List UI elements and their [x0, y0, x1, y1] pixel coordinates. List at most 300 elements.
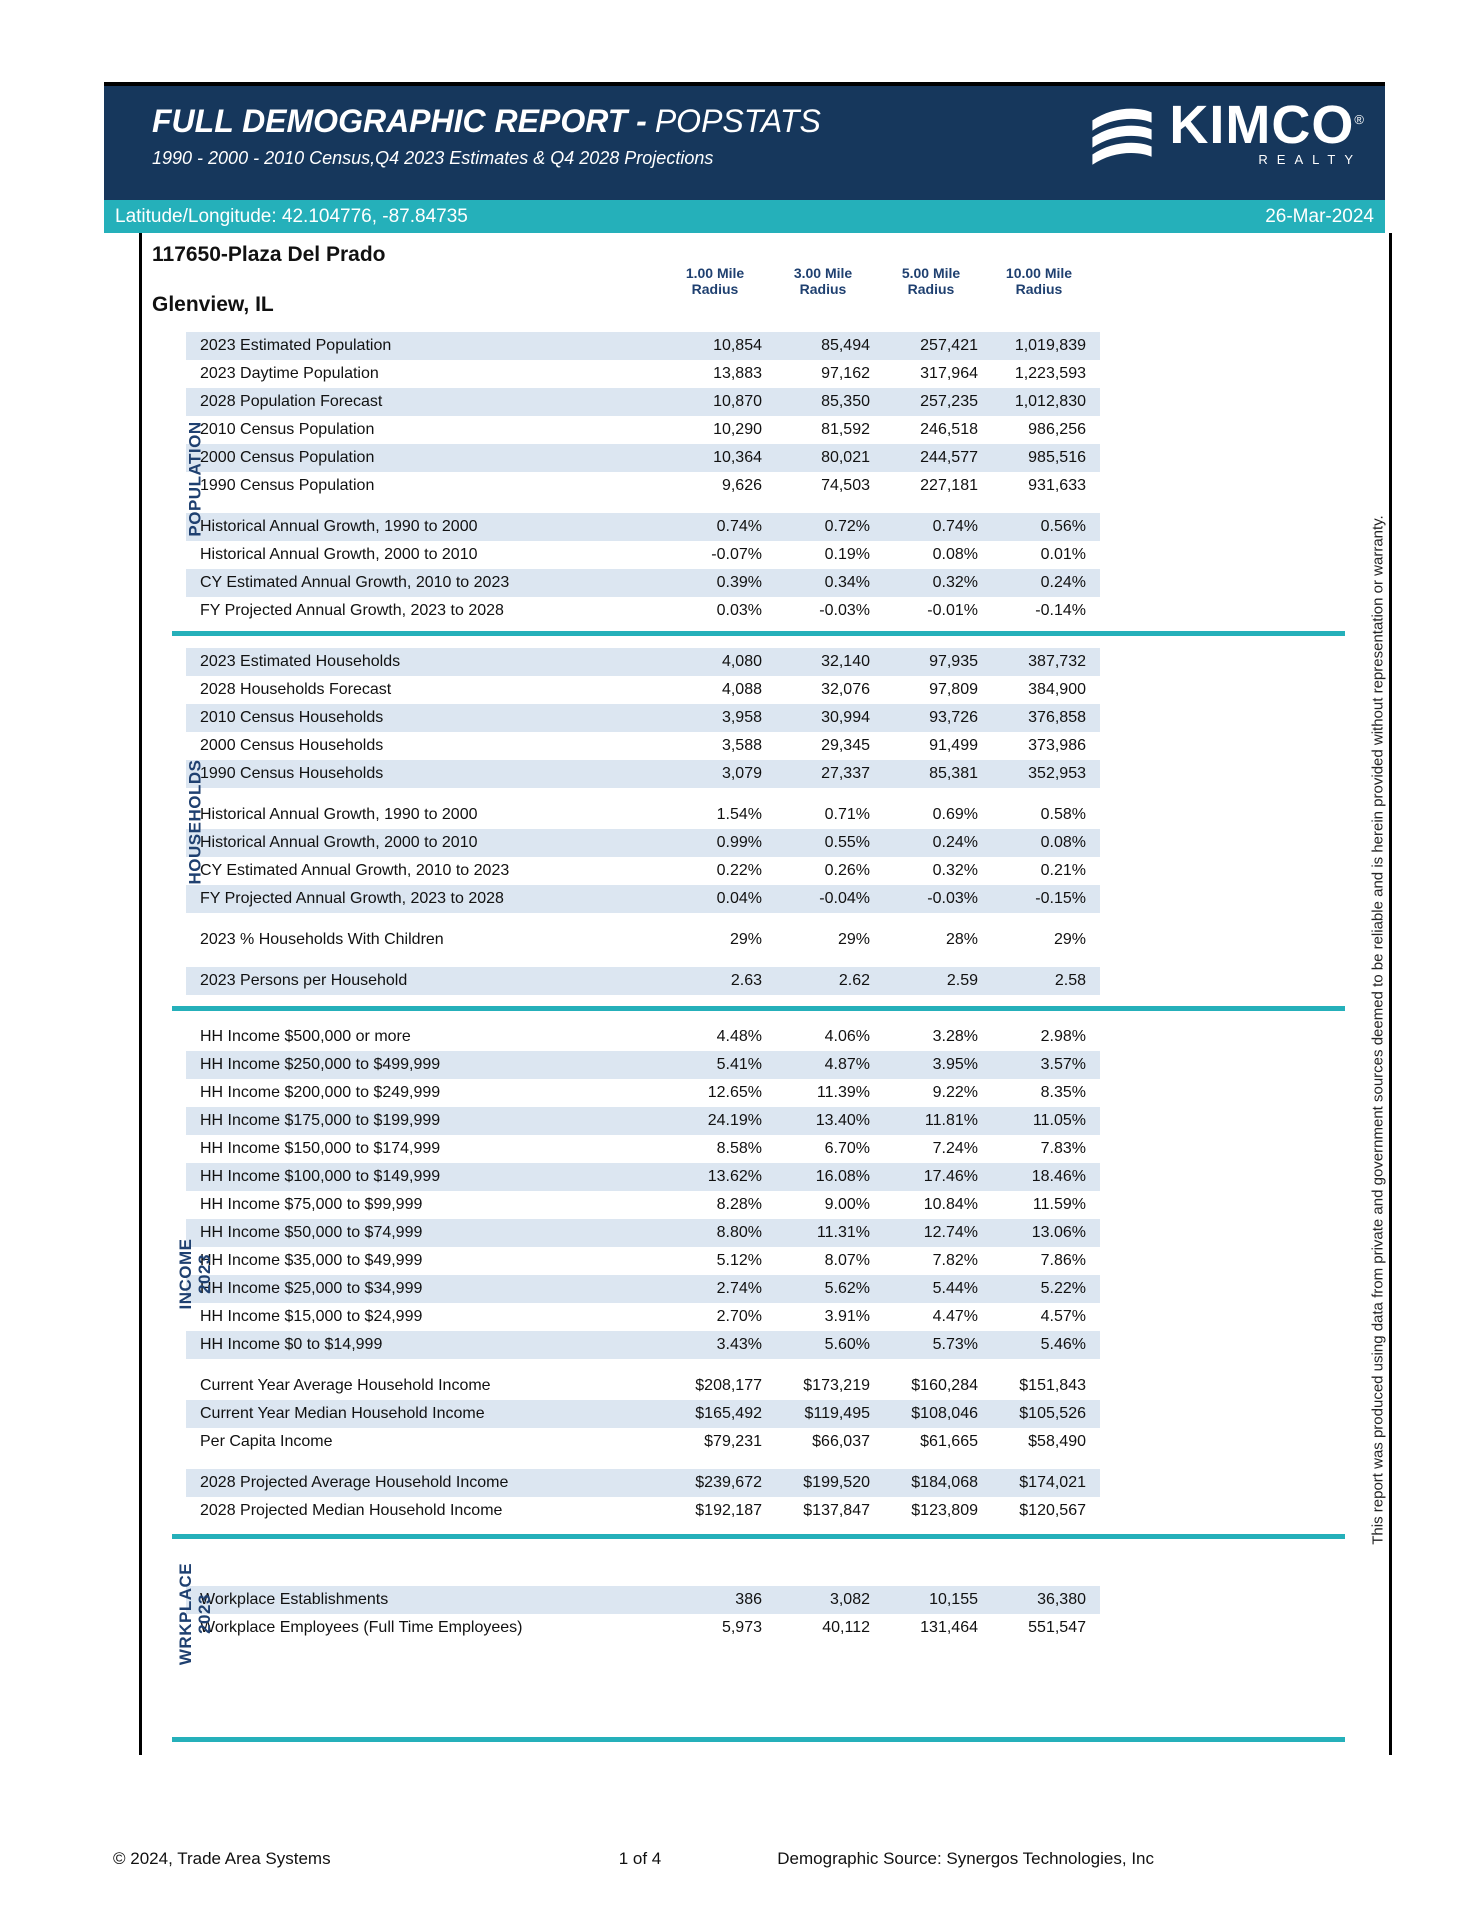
row-label: 2023 Estimated Households	[200, 653, 401, 670]
row-value: $108,046	[911, 1405, 978, 1422]
section	[104, 1562, 1385, 1742]
row-label: 2010 Census Households	[200, 709, 384, 726]
row-value: 257,235	[920, 393, 978, 410]
row-group	[186, 513, 1100, 625]
row-value: 0.21%	[1040, 862, 1086, 879]
row-value: $137,847	[803, 1502, 870, 1519]
section-label-line: 2023	[195, 1594, 214, 1634]
row-value: 4.48%	[716, 1028, 762, 1045]
row-group	[186, 926, 1100, 954]
row-value: 551,547	[1028, 1619, 1086, 1636]
site-name: 117650-Plaza Del Prado	[152, 243, 386, 266]
row-values	[668, 602, 1100, 620]
row-value: 93,726	[929, 709, 978, 726]
row-value: 16.08%	[815, 1168, 870, 1185]
row-value: -0.15%	[1035, 890, 1086, 907]
section-label-line: HOUSEHOLDS	[185, 759, 205, 884]
row-value: 0.74%	[932, 518, 978, 535]
row-values	[668, 972, 1100, 990]
table-row	[186, 732, 1100, 760]
row-values	[668, 834, 1100, 852]
row-value: 0.32%	[932, 574, 978, 591]
report-subtitle: 1990 - 2000 - 2010 Census,Q4 2023 Estimates & Q4 2028 Projections	[152, 148, 714, 168]
row-label: CY Estimated Annual Growth, 2010 to 2023	[200, 862, 510, 879]
row-values	[668, 1308, 1100, 1326]
row-value: 0.08%	[1040, 834, 1086, 851]
row-values	[668, 1405, 1100, 1423]
table-row	[186, 1586, 1100, 1614]
row-group	[186, 1586, 1100, 1642]
row-value: 11.05%	[1032, 1112, 1086, 1129]
row-value: 0.03%	[716, 602, 762, 619]
row-label: Historical Annual Growth, 2000 to 2010	[200, 834, 478, 851]
row-value: 8.28%	[716, 1196, 762, 1213]
row-values	[668, 1168, 1100, 1186]
row-value: 0.71%	[824, 806, 870, 823]
row-groups	[186, 332, 1100, 625]
table-row	[186, 1497, 1100, 1525]
row-value: 24.19%	[707, 1112, 762, 1129]
row-label: 2023 Daytime Population	[200, 365, 379, 382]
row-value: 2.74%	[716, 1280, 762, 1297]
row-value: 5,973	[721, 1619, 762, 1636]
row-value: 7.86%	[1040, 1252, 1086, 1269]
report-title-suffix: POPSTATS	[654, 103, 821, 139]
row-value: 3.43%	[716, 1336, 762, 1353]
row-values	[668, 1252, 1100, 1270]
table-row	[186, 704, 1100, 732]
report-date: 26-Mar-2024	[1265, 205, 1374, 227]
row-label: 2028 Projected Average Household Income	[200, 1474, 509, 1491]
row-values	[668, 1028, 1100, 1046]
row-group	[186, 967, 1100, 995]
row-values	[668, 1433, 1100, 1451]
row-label: HH Income $15,000 to $24,999	[200, 1308, 423, 1325]
table-row	[186, 1247, 1100, 1275]
row-value: -0.03%	[819, 602, 870, 619]
row-label: 2000 Census Households	[200, 737, 384, 754]
table-row	[186, 1400, 1100, 1428]
section-divider	[172, 1006, 1345, 1011]
row-value: 376,858	[1028, 709, 1086, 726]
row-value: 244,577	[920, 449, 978, 466]
row-value: 6.70%	[824, 1140, 870, 1157]
row-values	[668, 862, 1100, 880]
row-value: 3,079	[721, 765, 762, 782]
row-value: 13.62%	[707, 1168, 762, 1185]
row-label: HH Income $150,000 to $174,999	[200, 1140, 441, 1157]
table-row	[186, 801, 1100, 829]
row-label: HH Income $35,000 to $49,999	[200, 1252, 423, 1269]
table-row	[186, 926, 1100, 954]
row-label: CY Estimated Annual Growth, 2010 to 2023	[200, 574, 510, 591]
section-label	[176, 1239, 214, 1310]
kimco-waves-icon	[1085, 95, 1159, 167]
row-label: Current Year Average Household Income	[200, 1377, 491, 1394]
row-value: 257,421	[920, 337, 978, 354]
row-value: 5.41%	[716, 1056, 762, 1073]
row-value: $66,037	[812, 1433, 870, 1450]
row-value: 27,337	[821, 765, 870, 782]
column-header-line2: Radius	[1015, 281, 1063, 297]
row-values	[668, 393, 1100, 411]
row-value: -0.14%	[1035, 602, 1086, 619]
row-value: 0.74%	[716, 518, 762, 535]
row-value: 5.44%	[932, 1280, 978, 1297]
row-value: 3,082	[829, 1591, 870, 1608]
row-value: 8.07%	[824, 1252, 870, 1269]
row-value: 4.57%	[1040, 1308, 1086, 1325]
report-title-block	[152, 102, 821, 169]
row-value: 986,256	[1028, 421, 1086, 438]
row-value: 10,854	[713, 337, 762, 354]
row-label: Current Year Median Household Income	[200, 1405, 485, 1422]
row-value: 32,076	[821, 681, 870, 698]
row-value: 29%	[837, 931, 870, 948]
row-value: 4.06%	[824, 1028, 870, 1045]
row-values	[668, 806, 1100, 824]
row-label: Per Capita Income	[200, 1433, 333, 1450]
column-header-line2: Radius	[907, 281, 955, 297]
table-row	[186, 1303, 1100, 1331]
column-headers	[668, 265, 1100, 297]
rows	[186, 1372, 1100, 1456]
row-value: $160,284	[911, 1377, 978, 1394]
row-values	[668, 1619, 1100, 1637]
column-header	[668, 265, 776, 297]
row-label: Workplace Establishments	[200, 1591, 389, 1608]
table-row	[186, 1023, 1100, 1051]
section-divider	[172, 631, 1345, 636]
section-rows	[186, 648, 1100, 995]
table-row	[186, 1191, 1100, 1219]
row-value: $165,492	[695, 1405, 762, 1422]
row-value: 10,155	[929, 1591, 978, 1608]
row-value: 3,958	[721, 709, 762, 726]
rows	[186, 926, 1100, 954]
row-values	[668, 737, 1100, 755]
row-value: $105,526	[1019, 1405, 1086, 1422]
row-value: 0.22%	[716, 862, 762, 879]
footer-copyright: © 2024, Trade Area Systems	[113, 1849, 331, 1868]
row-label: HH Income $0 to $14,999	[200, 1336, 383, 1353]
kimco-wordmark: KIMCO	[1169, 95, 1355, 155]
row-label: 2028 Population Forecast	[200, 393, 383, 410]
row-value: $119,495	[804, 1405, 870, 1422]
section-rows	[186, 332, 1100, 625]
row-values	[668, 574, 1100, 592]
section-label	[186, 421, 205, 536]
row-value: $199,520	[803, 1474, 870, 1491]
row-value: 11.31%	[816, 1224, 870, 1241]
kimco-logo-realty: REALTY	[1258, 152, 1362, 167]
row-values	[668, 1502, 1100, 1520]
row-value: 30,994	[821, 709, 870, 726]
row-value: 17.46%	[923, 1168, 978, 1185]
row-value: 85,350	[821, 393, 870, 410]
frame-border-right	[1389, 233, 1392, 1755]
row-value: 317,964	[920, 365, 978, 382]
row-label: 1990 Census Population	[200, 477, 375, 494]
lat-long-label: Latitude/Longitude: 42.104776, -87.84735	[115, 205, 468, 227]
row-value: $208,177	[695, 1377, 762, 1394]
row-label: 2023 Estimated Population	[200, 337, 392, 354]
table-row	[186, 857, 1100, 885]
table-row	[186, 332, 1100, 360]
row-value: 97,162	[821, 365, 870, 382]
kimco-logo-text	[1169, 95, 1365, 167]
row-values	[668, 518, 1100, 536]
rows	[186, 1469, 1100, 1525]
row-values	[668, 681, 1100, 699]
row-values	[668, 765, 1100, 783]
row-values	[668, 1591, 1100, 1609]
table-row	[186, 569, 1100, 597]
row-value: 131,464	[920, 1619, 978, 1636]
row-value: 4.47%	[932, 1308, 978, 1325]
table-row	[186, 1219, 1100, 1247]
row-value: 4,088	[721, 681, 762, 698]
row-values	[668, 449, 1100, 467]
table-row	[186, 1163, 1100, 1191]
row-value: 2.70%	[716, 1308, 762, 1325]
row-value: 7.83%	[1040, 1140, 1086, 1157]
row-value: 5.22%	[1040, 1280, 1086, 1297]
row-label: 2023 % Households With Children	[200, 931, 444, 948]
row-value: 13,883	[713, 365, 762, 382]
row-value: 2.62	[838, 972, 870, 989]
info-bar	[104, 200, 1385, 233]
table-row	[186, 541, 1100, 569]
section-label-line: POPULATION	[185, 420, 205, 537]
row-value: 1,019,839	[1014, 337, 1086, 354]
rows	[186, 513, 1100, 625]
rows	[186, 332, 1100, 500]
table-row	[186, 829, 1100, 857]
table-content	[104, 332, 1385, 1742]
row-value: 2.58	[1054, 972, 1086, 989]
table-row	[186, 1614, 1100, 1642]
row-value: 0.08%	[932, 546, 978, 563]
table-row	[186, 360, 1100, 388]
row-value: 97,809	[929, 681, 978, 698]
row-group	[186, 1023, 1100, 1359]
row-group	[186, 648, 1100, 788]
row-label: HH Income $100,000 to $149,999	[200, 1168, 441, 1185]
row-label: 1990 Census Households	[200, 765, 384, 782]
registered-mark: ®	[1354, 112, 1365, 127]
row-value: $174,021	[1019, 1474, 1086, 1491]
row-label: HH Income $200,000 to $249,999	[200, 1084, 441, 1101]
row-value: $61,665	[920, 1433, 978, 1450]
row-value: 10,870	[713, 393, 762, 410]
column-header-line1: 1.00 Mile	[685, 265, 745, 281]
row-label: 2028 Households Forecast	[200, 681, 392, 698]
row-label: HH Income $500,000 or more	[200, 1028, 411, 1045]
section-rows	[176, 1562, 1100, 1666]
column-header-line1: 10.00 Mile	[1005, 265, 1073, 281]
row-group	[186, 1372, 1100, 1456]
row-value: 28%	[945, 931, 978, 948]
section	[104, 332, 1385, 636]
row-value: 10,364	[713, 449, 762, 466]
row-label: HH Income $250,000 to $499,999	[200, 1056, 441, 1073]
row-values	[668, 1336, 1100, 1354]
row-value: 5.62%	[824, 1280, 870, 1297]
row-values	[668, 365, 1100, 383]
row-values	[668, 1112, 1100, 1130]
row-group	[186, 1469, 1100, 1525]
row-values	[668, 477, 1100, 495]
column-header-line2: Radius	[799, 281, 847, 297]
row-value: 2.59	[946, 972, 978, 989]
table-row	[186, 648, 1100, 676]
row-value: 3,588	[721, 737, 762, 754]
footer-page-number: 1 of 4	[618, 1849, 662, 1868]
row-values	[668, 1196, 1100, 1214]
row-value: -0.03%	[927, 890, 978, 907]
footer-source: Demographic Source: Synergos Technologies, Inc	[777, 1849, 1154, 1868]
column-header	[884, 265, 992, 297]
row-value: 0.58%	[1040, 806, 1086, 823]
row-value: $120,567	[1019, 1502, 1086, 1519]
section-divider	[172, 1737, 1345, 1742]
row-value: 13.06%	[1031, 1224, 1086, 1241]
row-value: 9.22%	[932, 1084, 978, 1101]
row-values	[668, 709, 1100, 727]
table-row	[186, 416, 1100, 444]
row-value: -0.01%	[927, 602, 978, 619]
row-value: 0.39%	[716, 574, 762, 591]
row-value: 11.59%	[1032, 1196, 1086, 1213]
column-header-line2: Radius	[691, 281, 739, 297]
row-values	[668, 1377, 1100, 1395]
row-value: 29,345	[821, 737, 870, 754]
row-label: 2028 Projected Median Household Income	[200, 1502, 503, 1519]
row-value: 8.80%	[716, 1224, 762, 1241]
row-value: 74,503	[821, 477, 870, 494]
row-value: $184,068	[911, 1474, 978, 1491]
row-groups	[186, 648, 1100, 995]
row-label: 2000 Census Population	[200, 449, 375, 466]
row-values	[668, 421, 1100, 439]
row-value: 1,223,593	[1014, 365, 1086, 382]
row-value: 3.91%	[824, 1308, 870, 1325]
row-value: 384,900	[1028, 681, 1086, 698]
section	[104, 648, 1385, 1011]
row-value: 12.74%	[923, 1224, 978, 1241]
row-value: 0.04%	[716, 890, 762, 907]
row-value: 1,012,830	[1014, 393, 1086, 410]
row-value: 0.34%	[824, 574, 870, 591]
table-row	[186, 885, 1100, 913]
row-value: $173,219	[803, 1377, 870, 1394]
row-value: 0.32%	[932, 862, 978, 879]
row-value: 1.54%	[716, 806, 762, 823]
rows	[186, 1023, 1100, 1359]
row-label: Historical Annual Growth, 1990 to 2000	[200, 806, 478, 823]
row-value: 0.72%	[824, 518, 870, 535]
row-group	[186, 332, 1100, 500]
row-value: 387,732	[1028, 653, 1086, 670]
kimco-logo	[1085, 95, 1365, 167]
row-value: 11.81%	[924, 1112, 978, 1129]
report-header	[104, 82, 1385, 200]
section-label	[176, 1563, 214, 1665]
row-value: 80,021	[821, 449, 870, 466]
row-values	[668, 653, 1100, 671]
row-value: 85,494	[821, 337, 870, 354]
row-value: 8.35%	[1040, 1084, 1086, 1101]
row-value: 386	[735, 1591, 762, 1608]
row-value: 0.01%	[1040, 546, 1086, 563]
row-value: 0.99%	[716, 834, 762, 851]
row-value: 5.12%	[716, 1252, 762, 1269]
row-value: 29%	[729, 931, 762, 948]
report-title: FULL DEMOGRAPHIC REPORT -	[152, 103, 647, 139]
table-row	[186, 967, 1100, 995]
column-header	[776, 265, 884, 297]
row-value: 0.55%	[824, 834, 870, 851]
row-group	[186, 801, 1100, 913]
table-row	[186, 1372, 1100, 1400]
row-value: 227,181	[920, 477, 978, 494]
report-body	[104, 233, 1385, 1742]
section-label	[186, 759, 205, 884]
row-values	[668, 1084, 1100, 1102]
row-value: 4.87%	[824, 1056, 870, 1073]
rows	[186, 648, 1100, 788]
row-value: 4,080	[721, 653, 762, 670]
table-row	[186, 597, 1100, 625]
row-value: 18.46%	[1031, 1168, 1086, 1185]
section-rows	[176, 1023, 1100, 1525]
row-value: 11.39%	[816, 1084, 870, 1101]
row-values	[668, 1056, 1100, 1074]
row-value: 0.26%	[824, 862, 870, 879]
table-row	[186, 472, 1100, 500]
row-value: 7.82%	[932, 1252, 978, 1269]
row-value: 246,518	[920, 421, 978, 438]
row-value: 10.84%	[923, 1196, 978, 1213]
row-value: 5.60%	[824, 1336, 870, 1353]
kimco-logo-name	[1169, 95, 1365, 155]
row-label: HH Income $50,000 to $74,999	[200, 1224, 423, 1241]
row-value: $58,490	[1028, 1433, 1086, 1450]
row-value: 0.69%	[932, 806, 978, 823]
row-value: 32,140	[821, 653, 870, 670]
section-label-line: INCOME	[176, 1238, 195, 1310]
table-row	[186, 513, 1100, 541]
table-row	[186, 760, 1100, 788]
table-row	[186, 1107, 1100, 1135]
table-row	[186, 1331, 1100, 1359]
row-value: 373,986	[1028, 737, 1086, 754]
row-label: Historical Annual Growth, 1990 to 2000	[200, 518, 478, 535]
table-row	[186, 1135, 1100, 1163]
row-values	[668, 546, 1100, 564]
column-header-line1: 3.00 Mile	[793, 265, 853, 281]
row-values	[668, 890, 1100, 908]
row-values	[668, 1280, 1100, 1298]
row-value: 29%	[1053, 931, 1086, 948]
row-value: 9.00%	[824, 1196, 870, 1213]
row-value: 931,633	[1028, 477, 1086, 494]
column-header-line1: 5.00 Mile	[901, 265, 961, 281]
row-value: -0.04%	[819, 890, 870, 907]
row-label: HH Income $75,000 to $99,999	[200, 1196, 423, 1213]
row-value: -0.07%	[711, 546, 762, 563]
